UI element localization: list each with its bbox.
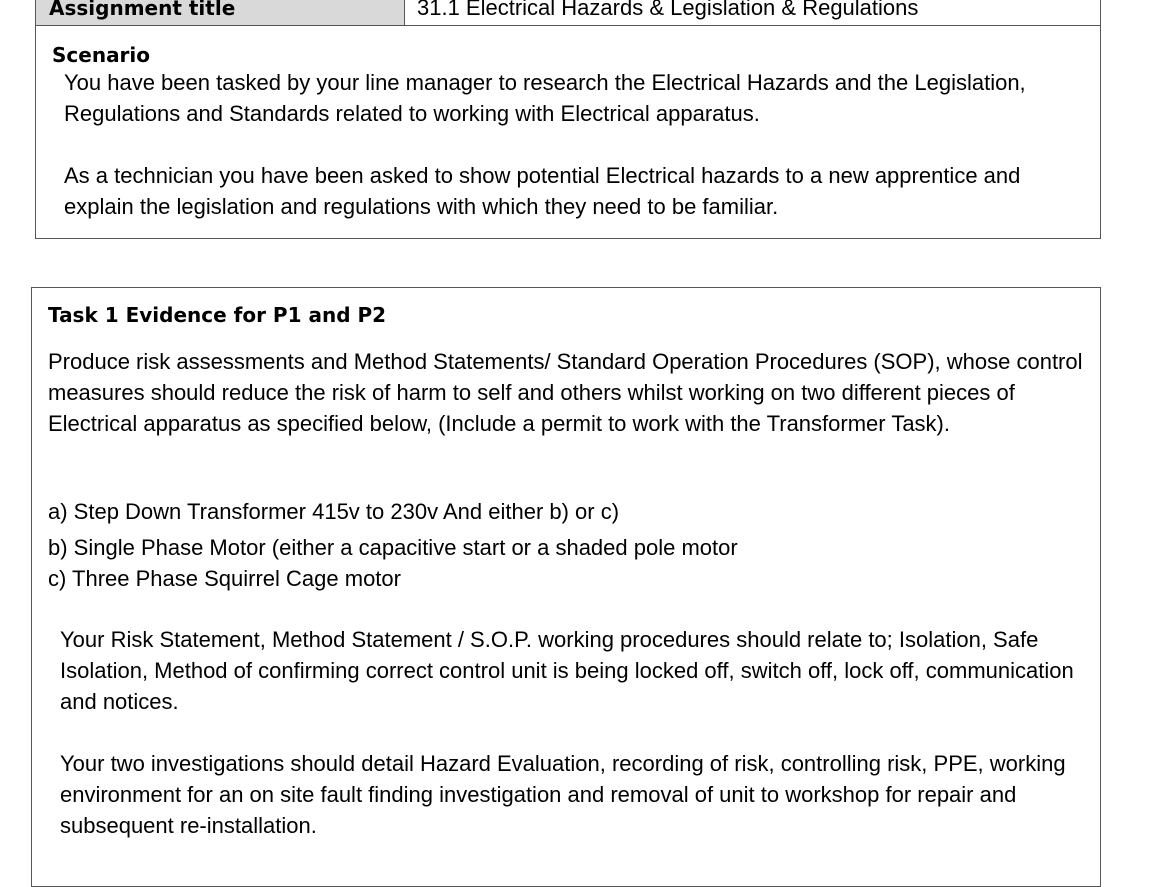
assignment-title-value-cell [405, 0, 1100, 25]
assignment-title-value: 31.1 Electrical Hazards & Legislation & Regulations [417, 0, 919, 20]
apparatus-list [48, 496, 738, 594]
list-item: b) Single Phase Motor (either a capacitive start or a shaded pole motor [48, 535, 738, 560]
assignment-title-row [35, 0, 1101, 26]
list-item: c) Three Phase Squirrel Cage motor [48, 566, 401, 591]
task-paragraph-investigations: Your two investigations should detail Hazard Evaluation, recording of risk, controlling risk, PPE, working environment for an on site fault finding investigation and removal of unit to workshop for repair and subsequent re-installation. [60, 751, 1066, 838]
task-heading: Task 1 Evidence for P1 and P2 [48, 303, 387, 327]
scenario-paragraph-1: You have been tasked by your line manager to research the Electrical Hazards and the Legislation, Regulations and Standards related to working with Electrical apparatus. [64, 70, 1026, 126]
assignment-title-label-cell [36, 0, 405, 25]
assignment-title-label: Assignment title [49, 0, 236, 20]
task-intro: Produce risk assessments and Method Statements/ Standard Operation Procedures (SOP), whose control measures should reduce the risk of harm to self and others whilst working on two different pieces of Electrical apparatus as specified below, (Include a permit to work with the Transformer Task). [48, 349, 1083, 436]
list-item: a) Step Down Transformer 415v to 230v And either b) or c) [48, 499, 620, 524]
scenario-heading: Scenario [52, 43, 151, 67]
task-paragraph-risk-statement: Your Risk Statement, Method Statement / S.O.P. working procedures should relate to; Isolation, Safe Isolation, Method of confirming correct control unit is being locked off, switch off, lock off, communication and notices. [60, 627, 1074, 714]
scenario-paragraph-2: As a technician you have been asked to show potential Electrical hazards to a new apprentice and explain the legislation and regulations with which they need to be familiar. [64, 163, 1021, 219]
scenario-section [35, 25, 1101, 239]
task-1-section [31, 287, 1101, 887]
